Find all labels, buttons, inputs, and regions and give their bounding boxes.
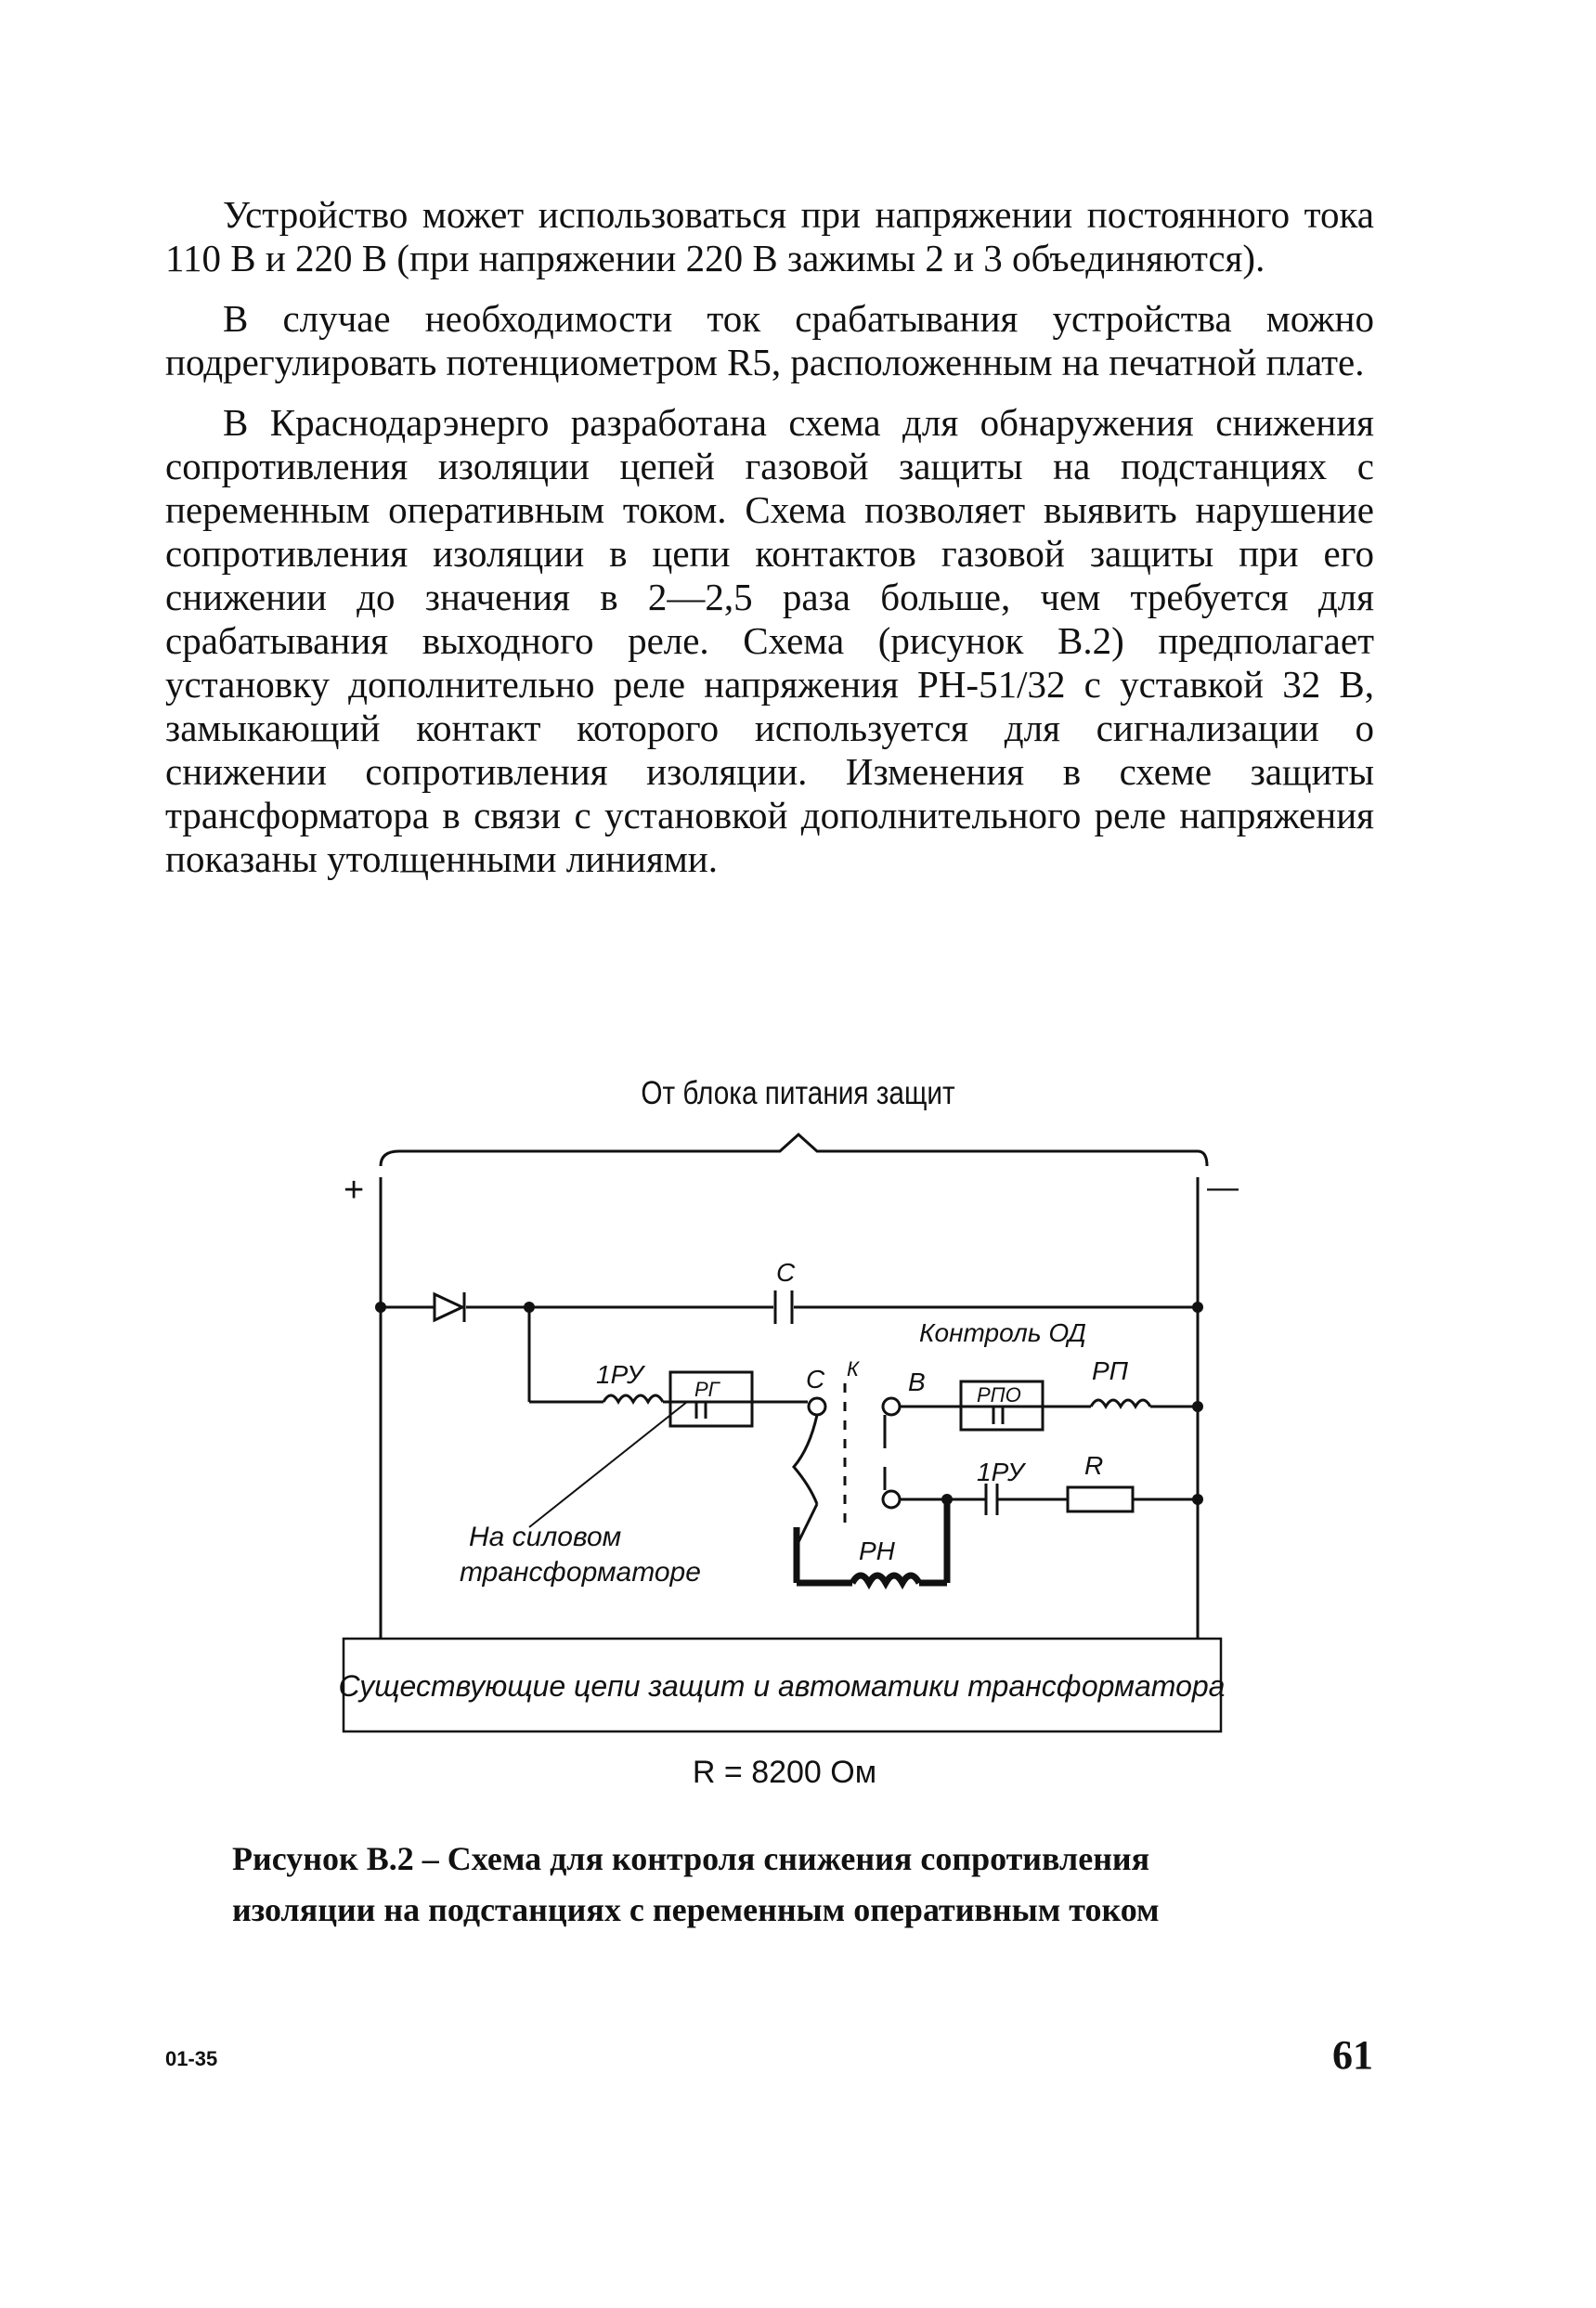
note-line-2: трансформаторе (460, 1557, 701, 1588)
label-rg: РГ (694, 1378, 720, 1401)
label-r: R (1084, 1451, 1104, 1480)
footer-code: 01-35 (165, 2047, 218, 2070)
label-rn: РН (859, 1537, 895, 1565)
plus-label: + (344, 1171, 365, 1210)
paragraph-2: В случае необходимости ток срабатывания устройства можно подрегулировать потенциометром R5, расположенным на печатной плате. (165, 297, 1374, 383)
minus-label: — (1207, 1170, 1239, 1205)
label-c-cap: C (776, 1258, 796, 1287)
figure-top-label: От блока питания защит (641, 1075, 955, 1111)
box-label: Существующие цепи защит и автоматики трансформатора (338, 1669, 1226, 1703)
terminal-c (809, 1398, 825, 1415)
coil-1ru-icon (603, 1395, 663, 1402)
label-1ru-bottom: 1РУ (977, 1458, 1024, 1486)
coil-rn-icon (852, 1575, 919, 1583)
resistor-r-icon (1068, 1487, 1133, 1511)
figure-caption (232, 1834, 1365, 1936)
label-k-term: К (847, 1357, 859, 1381)
resistance-note: R = 8200 Ом (692, 1755, 877, 1790)
label-rpo: РПО (977, 1383, 1021, 1407)
caption-line-1: Рисунок В.2 – Схема для контроля снижения сопротивления (232, 1840, 1150, 1877)
diode-icon (435, 1294, 462, 1320)
brace (381, 1135, 1207, 1166)
coil-rp-icon (1091, 1400, 1150, 1407)
label-1ru-top: 1РУ (596, 1360, 643, 1389)
label-v-term: В (908, 1368, 926, 1396)
caption-line-2: изоляции на подстанциях с переменным оперативным током (232, 1891, 1160, 1928)
terminal-v (883, 1398, 900, 1415)
paragraph-1: Устройство может использоваться при напряжении постоянного тока 110 В и 220 В (при напряжении 220 В зажимы 2 и 3 объединяются). (165, 193, 1374, 279)
note-line-1: На силовом (469, 1522, 622, 1552)
label-rp: РП (1092, 1356, 1128, 1385)
label-control: Контроль ОД (919, 1318, 1086, 1347)
paragraph-3: В Краснодарэнерго разработана схема для обнаружения снижения сопротивления изоляции цепей газовой защиты на подстанциях с переменным оперативным током. Схема позволяет выявить нарушение сопротивления изоляции в цепи контактов газовой защиты при его снижении до значения в 2—2,5 раза больше, чем требуется для срабатывания выходного реле. Схема (рисунок В.2) предполагает установку дополнительно реле напряжения РН-51/32 с уставкой 32 В, замыкающий контакт которого используется для сигнализации о снижении сопротивления изоляции. Изменения в схеме защиты трансформатора в связи с установкой дополнительного реле напряжения показаны утолщенными линиями. (165, 401, 1374, 880)
label-c-term: С (806, 1365, 825, 1394)
page-number: 61 (1332, 2032, 1373, 2078)
